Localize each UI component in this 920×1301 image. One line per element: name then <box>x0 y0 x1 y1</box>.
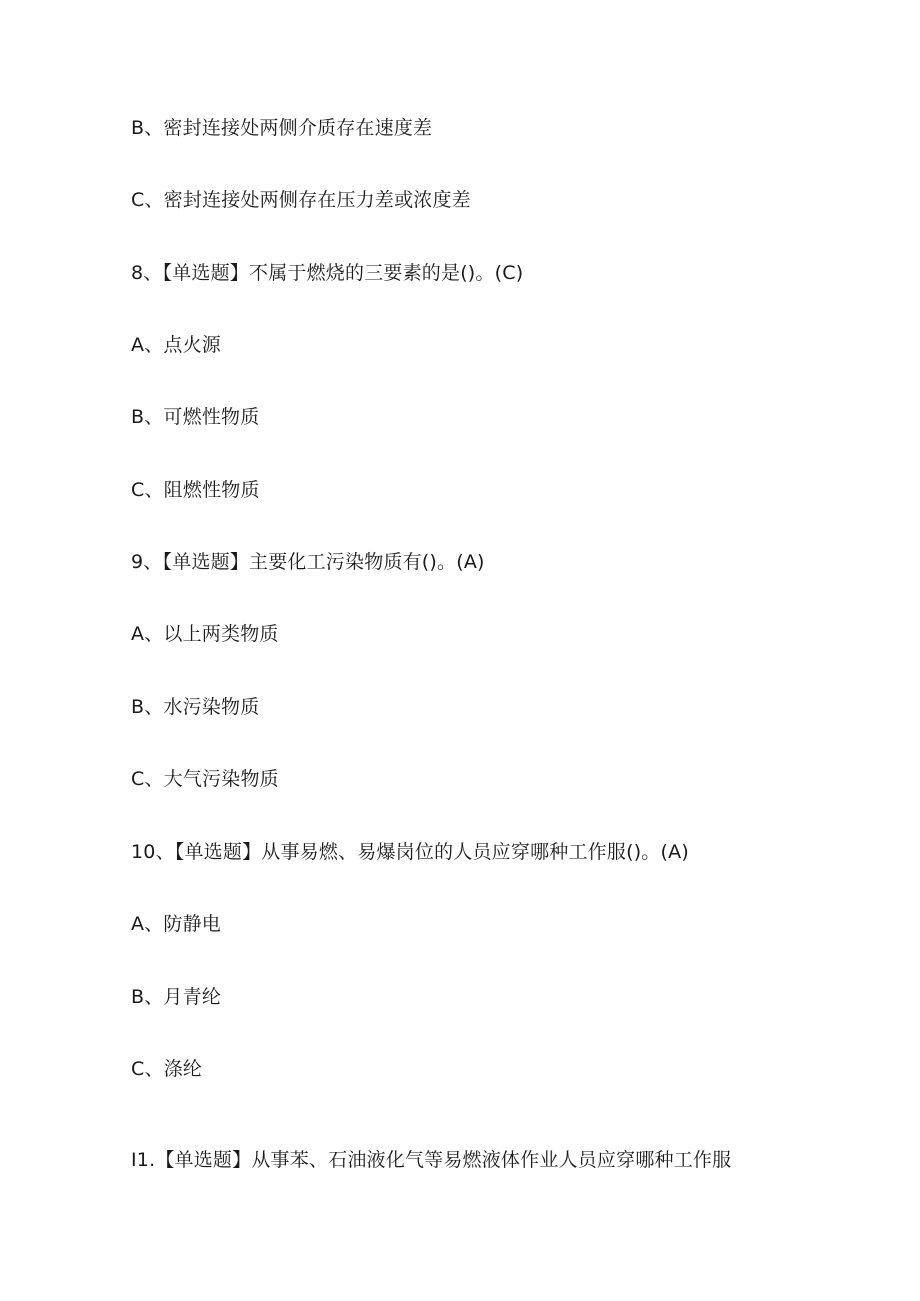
option-a-q8: A、点火源 <box>131 334 221 356</box>
question-10: 10、【单选题】从事易燃、易爆岗位的人员应穿哪种工作服()。(A) <box>131 841 689 863</box>
option-b-q8: B、可燃性物质 <box>131 406 260 428</box>
option-c-q10: C、涤纶 <box>131 1058 203 1080</box>
option-b-q7: B、密封连接处两侧介质存在速度差 <box>131 117 433 139</box>
option-a-q10: A、防静电 <box>131 913 221 935</box>
option-c-q8: C、阻燃性物质 <box>131 479 260 501</box>
question-9: 9、【单选题】主要化工污染物质有()。(A) <box>131 551 485 573</box>
option-b-q9: B、水污染物质 <box>131 696 260 718</box>
option-c-q9: C、大气污染物质 <box>131 768 279 790</box>
question-8: 8、【单选题】不属于燃烧的三要素的是()。(C) <box>131 262 524 284</box>
question-11: I1.【单选题】从事苯、石油液化气等易燃液体作业人员应穿哪种工作服 <box>131 1149 732 1171</box>
option-c-q7: C、密封连接处两侧存在压力差或浓度差 <box>131 189 471 211</box>
option-a-q9: A、以上两类物质 <box>131 623 279 645</box>
option-b-q10: B、月青纶 <box>131 986 222 1008</box>
